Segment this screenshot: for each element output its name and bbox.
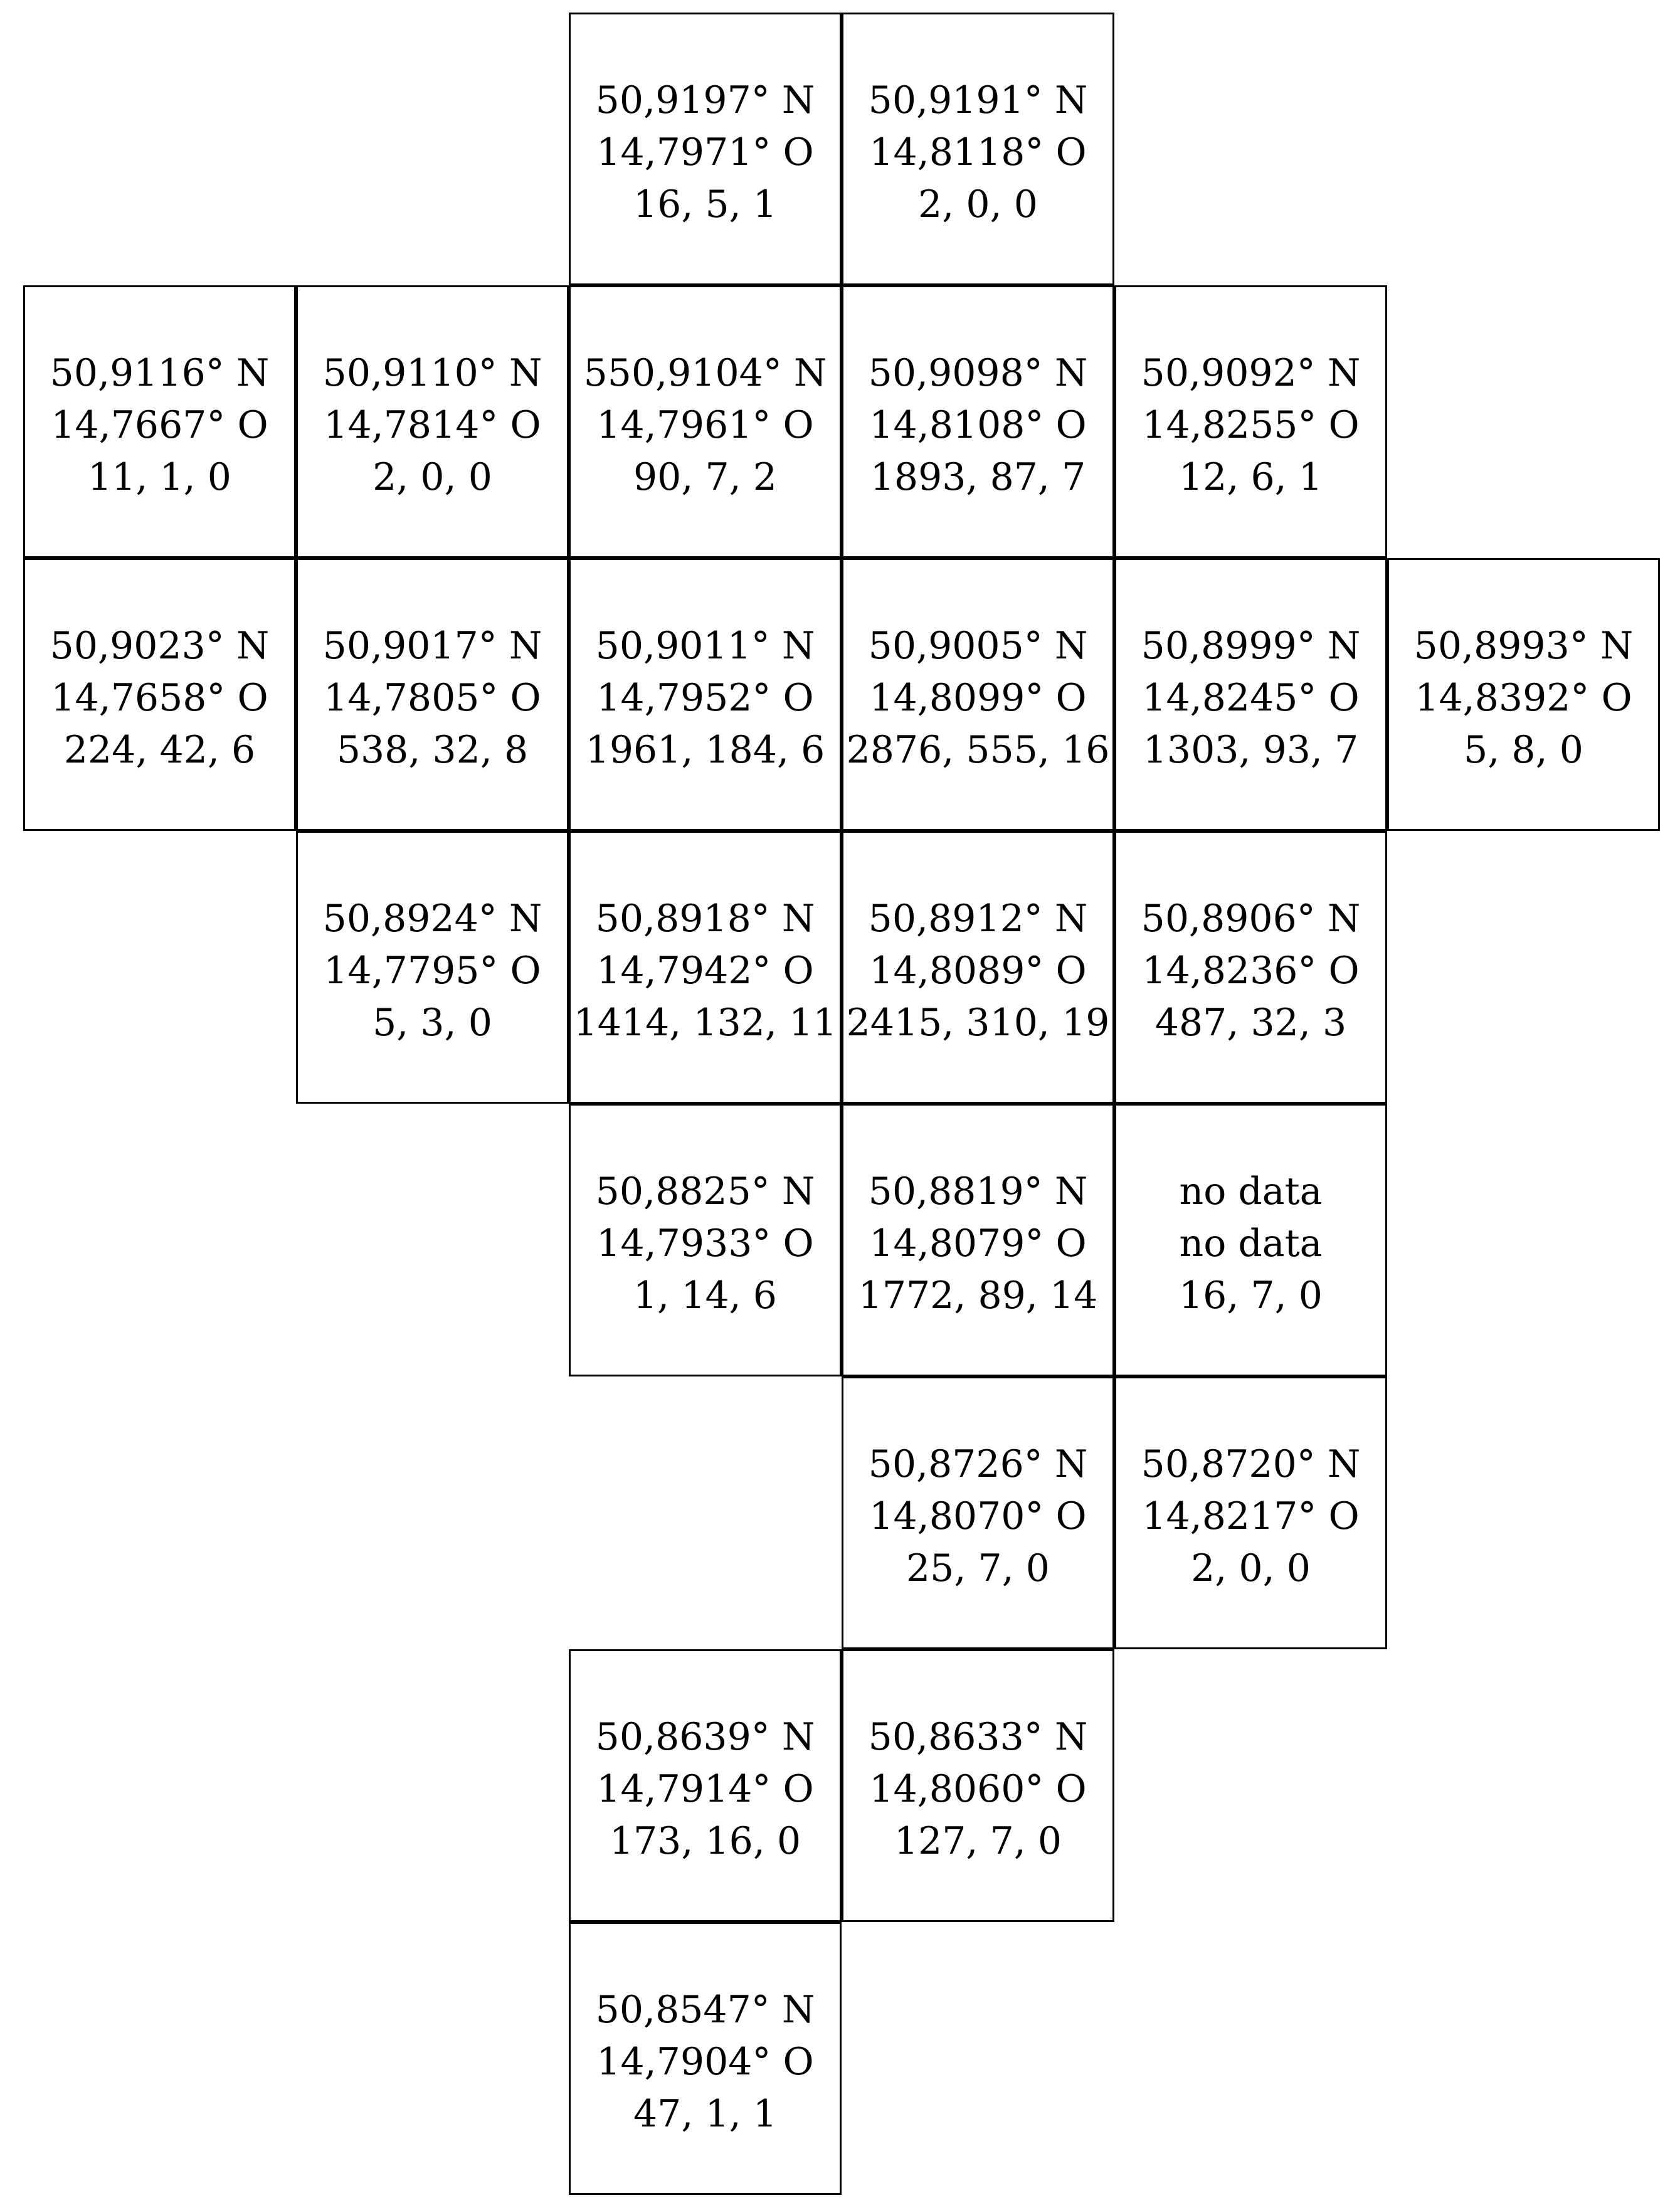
cell-counts: 1414, 132, 11	[573, 1001, 837, 1045]
cell-latitude: 50,8825° N	[595, 1170, 815, 1213]
cell-text	[1116, 1439, 1385, 1595]
grid-cell	[569, 13, 842, 285]
cell-counts: 16, 5, 1	[633, 182, 777, 226]
cell-text	[25, 347, 294, 504]
cell-text	[571, 75, 840, 231]
cell-longitude: 14,8108° O	[869, 403, 1087, 447]
cell-latitude: 50,9191° N	[868, 78, 1088, 122]
grid-cell	[23, 558, 296, 831]
grid-cell	[569, 285, 842, 558]
cell-counts: 2415, 310, 19	[846, 1001, 1110, 1045]
cell-text	[1116, 893, 1385, 1049]
cell-longitude: 14,8118° O	[869, 130, 1087, 174]
cell-text	[843, 620, 1112, 776]
cell-latitude: 50,8918° N	[595, 897, 815, 941]
cell-counts: 90, 7, 2	[633, 455, 777, 499]
cell-latitude: 50,8639° N	[595, 1715, 815, 1759]
cell-latitude: 50,9011° N	[595, 624, 815, 668]
cell-longitude: 14,7961° O	[596, 403, 814, 447]
cell-latitude: 50,8906° N	[1141, 897, 1361, 941]
grid-cell	[1114, 831, 1387, 1104]
cell-text	[298, 620, 567, 776]
grid-cell	[842, 13, 1114, 285]
cell-longitude: 14,7914° O	[596, 1767, 814, 1811]
cell-latitude: 50,9197° N	[595, 78, 815, 122]
grid-cell	[296, 558, 569, 831]
cell-latitude: 50,8633° N	[868, 1715, 1088, 1759]
cell-text	[298, 893, 567, 1049]
cell-counts: 2, 0, 0	[372, 455, 492, 499]
cell-text	[1116, 1166, 1385, 1322]
cell-longitude: 14,8070° O	[869, 1494, 1087, 1538]
cell-latitude: 50,9098° N	[868, 351, 1088, 395]
cell-text	[571, 1984, 840, 2140]
cell-text	[843, 75, 1112, 231]
cell-text	[843, 1711, 1112, 1867]
grid-cell	[569, 831, 842, 1104]
cell-longitude: 14,8255° O	[1142, 403, 1360, 447]
grid-cell	[569, 558, 842, 831]
cell-longitude: 14,8217° O	[1142, 1494, 1360, 1538]
cell-counts: 2, 0, 0	[1191, 1546, 1311, 1590]
cell-latitude: 50,9023° N	[50, 624, 270, 668]
grid-cell	[842, 1649, 1114, 1922]
cell-latitude: 50,8720° N	[1141, 1442, 1361, 1486]
cell-text	[571, 1711, 840, 1867]
cell-longitude: 14,7904° O	[596, 2040, 814, 2084]
cell-latitude: 50,8924° N	[322, 897, 542, 941]
cell-text	[843, 347, 1112, 504]
cell-longitude: 14,7814° O	[324, 403, 541, 447]
cell-longitude: 14,7971° O	[596, 130, 814, 174]
cell-counts: 173, 16, 0	[609, 1819, 801, 1863]
cell-latitude: 50,8726° N	[868, 1442, 1088, 1486]
cell-counts: 12, 6, 1	[1179, 455, 1323, 499]
grid-cell	[1114, 1376, 1387, 1649]
cell-counts: 25, 7, 0	[906, 1546, 1050, 1590]
grid-cell	[569, 1104, 842, 1376]
cell-latitude: 50,9092° N	[1141, 351, 1361, 395]
cell-latitude: 50,9005° N	[868, 624, 1088, 668]
cell-latitude: 50,9110° N	[322, 351, 542, 395]
cell-text	[571, 893, 840, 1049]
cell-longitude: 14,8245° O	[1142, 676, 1360, 720]
grid-cell	[842, 1376, 1114, 1649]
cell-text	[571, 1166, 840, 1322]
cell-counts: 1893, 87, 7	[870, 455, 1086, 499]
grid-cell	[1387, 558, 1660, 831]
cell-longitude: 14,7658° O	[51, 676, 268, 720]
cell-text	[1116, 620, 1385, 776]
cell-longitude: 14,8060° O	[869, 1767, 1087, 1811]
cell-latitude: 50,9116° N	[50, 351, 270, 395]
cell-text	[571, 347, 840, 504]
cell-counts: 224, 42, 6	[63, 728, 256, 772]
cell-longitude: 14,8089° O	[869, 949, 1087, 993]
cell-counts: 16, 7, 0	[1179, 1274, 1323, 1318]
cell-longitude: 14,8099° O	[869, 676, 1087, 720]
cell-longitude: 14,7805° O	[324, 676, 541, 720]
cell-text	[1389, 620, 1658, 776]
grid-cell	[1114, 1104, 1387, 1376]
cell-latitude: no data	[1179, 1170, 1323, 1213]
grid-cell	[569, 1649, 842, 1922]
cell-longitude: 14,7942° O	[596, 949, 814, 993]
cell-counts: 1, 14, 6	[633, 1274, 777, 1318]
cell-latitude: 50,8912° N	[868, 897, 1088, 941]
grid-cell	[296, 831, 569, 1104]
cell-longitude: 14,8079° O	[869, 1222, 1087, 1265]
cell-text	[25, 620, 294, 776]
cell-counts: 487, 32, 3	[1154, 1001, 1347, 1045]
cell-longitude: no data	[1179, 1222, 1323, 1265]
grid-cell	[842, 831, 1114, 1104]
cell-counts: 1303, 93, 7	[1143, 728, 1359, 772]
grid-cell	[842, 558, 1114, 831]
cell-counts: 538, 32, 8	[336, 728, 529, 772]
cell-text	[571, 620, 840, 776]
grid-cell	[296, 285, 569, 558]
cell-text	[843, 893, 1112, 1049]
cell-counts: 11, 1, 0	[88, 455, 231, 499]
cell-longitude: 14,7952° O	[596, 676, 814, 720]
cell-counts: 2, 0, 0	[918, 182, 1038, 226]
cell-counts: 5, 8, 0	[1464, 728, 1583, 772]
cell-text	[843, 1439, 1112, 1595]
cell-longitude: 14,8236° O	[1142, 949, 1360, 993]
grid-cell	[842, 285, 1114, 558]
grid-cell	[1114, 285, 1387, 558]
cell-latitude: 50,9017° N	[322, 624, 542, 668]
cell-counts: 127, 7, 0	[894, 1819, 1062, 1863]
cell-longitude: 14,8392° O	[1415, 676, 1632, 720]
cell-longitude: 14,7795° O	[324, 949, 541, 993]
cell-counts: 5, 3, 0	[372, 1001, 492, 1045]
cell-latitude: 50,8993° N	[1413, 624, 1634, 668]
grid-cell	[842, 1104, 1114, 1376]
cell-text	[843, 1166, 1112, 1322]
cell-longitude: 14,7933° O	[596, 1222, 814, 1265]
cell-counts: 1961, 184, 6	[585, 728, 825, 772]
grid-cell	[569, 1922, 842, 2195]
cell-latitude: 50,8547° N	[595, 1988, 815, 2032]
cell-counts: 1772, 89, 14	[858, 1274, 1098, 1318]
cell-latitude: 50,8819° N	[868, 1170, 1088, 1213]
cell-latitude: 550,9104° N	[583, 351, 827, 395]
grid-cell	[23, 285, 296, 558]
cell-latitude: 50,8999° N	[1141, 624, 1361, 668]
cell-text	[1116, 347, 1385, 504]
cell-longitude: 14,7667° O	[51, 403, 268, 447]
cell-counts: 47, 1, 1	[633, 2092, 777, 2136]
cell-counts: 2876, 555, 16	[846, 728, 1110, 772]
grid-cell	[1114, 558, 1387, 831]
cell-text	[298, 347, 567, 504]
